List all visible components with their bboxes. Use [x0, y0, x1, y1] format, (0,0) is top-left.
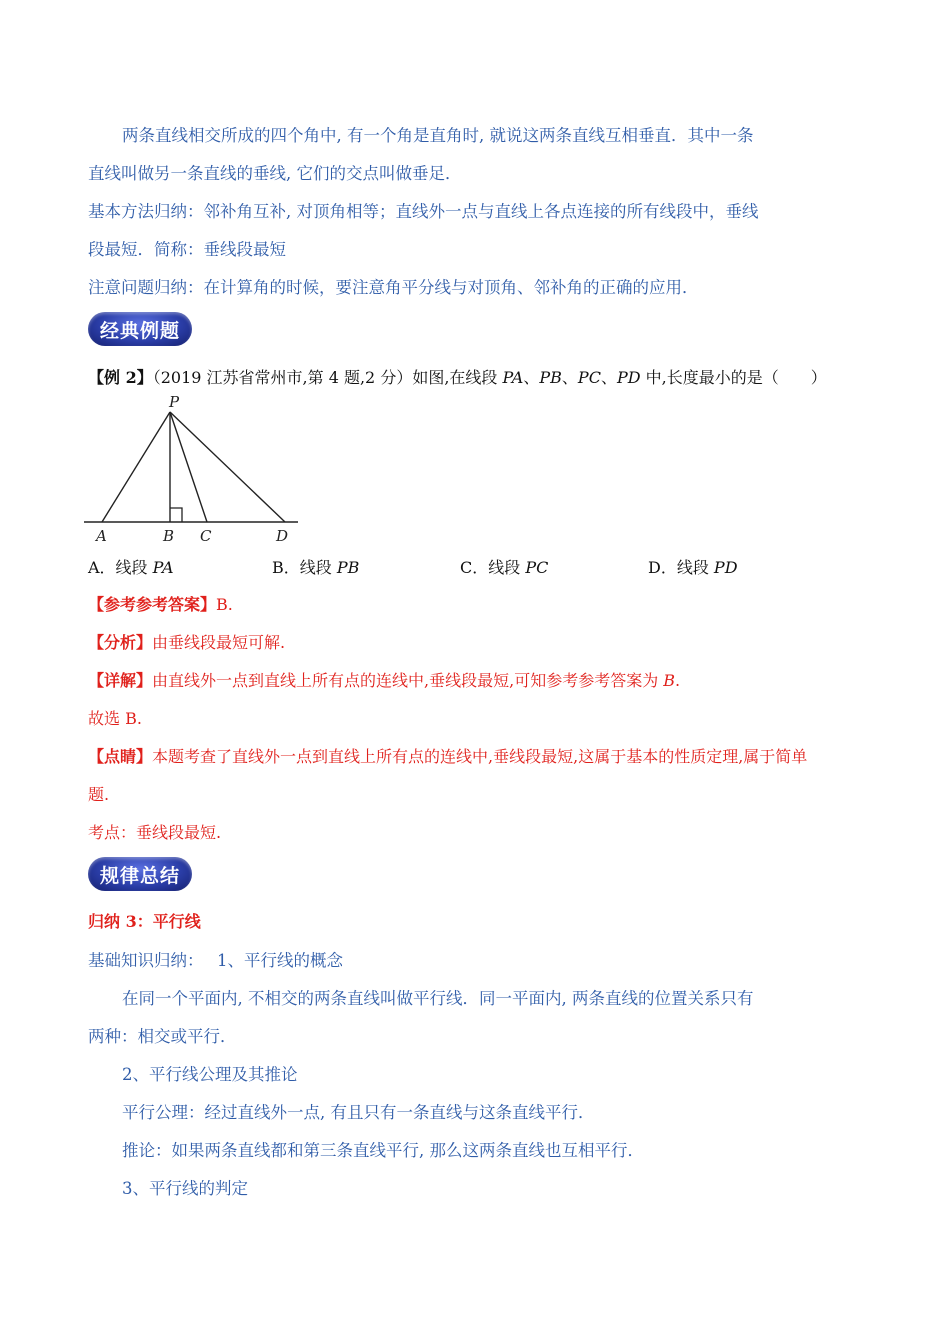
method-line-2: 段最短．简称：垂线段最短	[88, 240, 286, 259]
segment-pa	[102, 412, 170, 522]
choice-d	[648, 555, 738, 578]
choice-b	[272, 555, 359, 578]
detail-label: 【详解】	[88, 671, 153, 690]
segment-pc	[170, 412, 207, 522]
choice-c-seg: PC	[525, 558, 549, 577]
examples-badge: 经典例题	[88, 312, 192, 346]
choice-c	[460, 555, 548, 578]
example-label: 【例 2】	[88, 368, 153, 387]
item-2: 2、平行线公理及其推论	[122, 1065, 298, 1084]
comment-text: 本题考查了直线外一点到直线上所有点的连线中,垂线段最短,这属于基本的性质定理,属于简单	[152, 747, 808, 766]
choice-c-text: C．线段	[460, 558, 526, 577]
label-p: P	[169, 393, 180, 411]
analysis-label: 【分析】	[88, 633, 153, 652]
choice-b-text: B．线段	[272, 558, 337, 577]
corollary: 推论：如果两条直线都和第三条直线平行, 那么这两条直线也互相平行．	[122, 1141, 644, 1160]
seg-pc: PC	[577, 368, 601, 387]
comment	[88, 744, 807, 767]
method-line-1: 基本方法归纳：邻补角互补, 对顶角相等；直线外一点与直线上各点连接的所有线段中，垂线	[88, 202, 759, 221]
intro-line-1: 两条直线相交所成的四个角中, 有一个角是直角时, 就说这两条直线互相垂直．其中一条	[122, 126, 754, 145]
example-question	[88, 365, 827, 388]
sep: 、	[600, 368, 617, 387]
seg-pd: PD	[616, 368, 641, 387]
basic-knowledge: 基础知识归纳： 1、平行线的概念	[88, 951, 343, 970]
choice-a-seg: PA	[152, 558, 174, 577]
detail	[88, 668, 680, 691]
key-point: 考点：垂线段最短.	[88, 823, 222, 842]
sep: 、	[561, 368, 578, 387]
detail-end: .	[675, 671, 681, 690]
reference-label: 【参考参考答案】	[88, 595, 217, 614]
definition-line-1: 在同一个平面内, 不相交的两条直线叫做平行线．同一平面内, 两条直线的位置关系只有	[122, 989, 754, 1008]
comment-line-2: 题.	[88, 785, 110, 804]
comment-label: 【点睛】	[88, 747, 153, 766]
label-a: A	[96, 527, 107, 545]
geometry-figure	[84, 390, 304, 550]
label-c: C	[200, 527, 212, 545]
summary-heading: 归纳 3：平行线	[88, 912, 201, 931]
seg-pa: PA	[502, 368, 524, 387]
reference-value: B.	[216, 595, 233, 614]
segment-pd	[170, 412, 285, 522]
choice-a-text: A．线段	[88, 558, 153, 577]
intro-line-2: 直线叫做另一条直线的垂线, 它们的交点叫做垂足．	[88, 164, 462, 183]
choice-a	[88, 555, 174, 578]
example-text-before: （2019 江苏省常州市,第 4 题,2 分）如图,在线段	[152, 368, 503, 387]
item-3: 3、平行线的判定	[122, 1179, 248, 1198]
label-d: D	[276, 527, 289, 545]
label-b: B	[163, 527, 175, 545]
summary-badge: 规律总结	[88, 857, 192, 891]
detail-text: 由直线外一点到直线上所有点的连线中,垂线段最短,可知参考参考答案为	[152, 671, 664, 690]
right-angle-mark	[170, 508, 182, 522]
choice-d-text: D．线段	[648, 558, 714, 577]
analysis	[88, 630, 285, 653]
attention-line: 注意问题归纳：在计算角的时候，要注意角平分线与对顶角、邻补角的正确的应用．	[88, 278, 699, 297]
example-text-after: 中,长度最小的是（ ）	[640, 368, 827, 387]
analysis-text: 由垂线段最短可解.	[152, 633, 286, 652]
reference-answer	[88, 592, 233, 615]
choose-line: 故选 B.	[88, 709, 142, 728]
sep: 、	[523, 368, 540, 387]
seg-pb: PB	[539, 368, 562, 387]
definition-line-2: 两种：相交或平行．	[88, 1027, 237, 1046]
choice-b-seg: PB	[336, 558, 360, 577]
axiom: 平行公理：经过直线外一点, 有且只有一条直线与这条直线平行．	[122, 1103, 595, 1122]
choice-d-seg: PD	[713, 558, 738, 577]
detail-answer: B	[663, 671, 676, 690]
